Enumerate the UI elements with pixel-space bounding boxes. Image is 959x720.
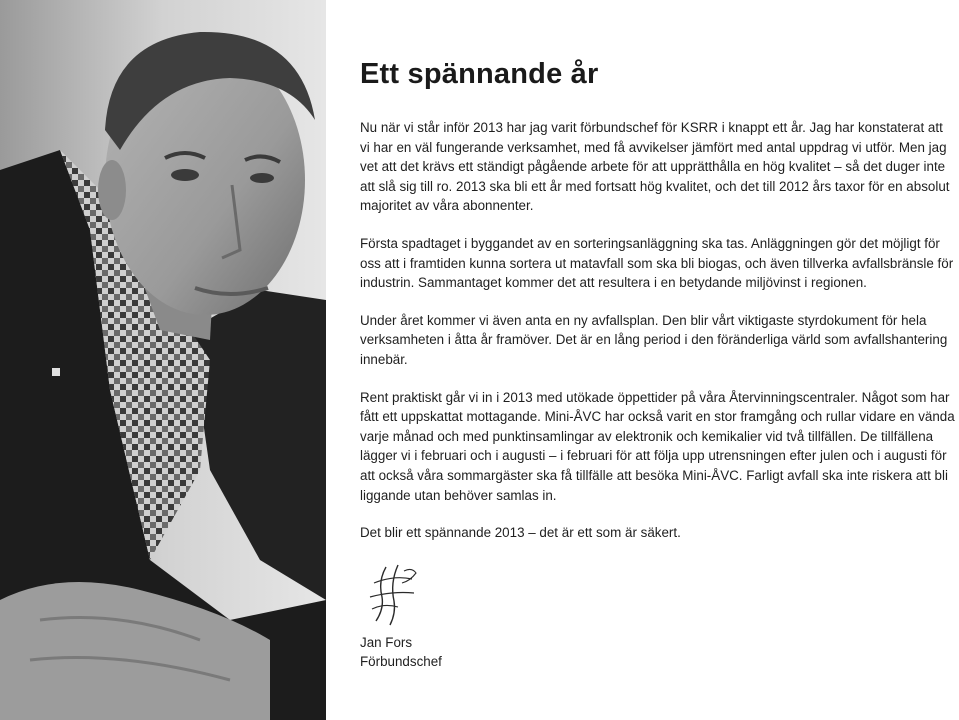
article-title: Ett spännande år xyxy=(360,58,599,90)
handwritten-signature xyxy=(364,561,424,627)
paragraph-sorting-facility: Första spadtaget i byggandet av en sorteringsanläggning ska tas. Anläggningen gör det möjligt för oss att i framtiden kunna sortera ut matavfall som ska bli biogas, och även tillverka avfallsbränsle för industrin. Sammantaget kommer det att resultera i en betydande miljövinst i regionen. xyxy=(360,235,954,291)
portrait-photo xyxy=(0,0,326,720)
signature-name: Jan Fors xyxy=(360,634,413,650)
paragraph-recycling-centers: Rent praktiskt går vi in i 2013 med utökade öppettider på våra Återvinningscentraler. Något som har fått ett uppskattat mottagande. Mini-ÅVC har också varit en stor framgång och rullar vidare en vända varje månad och med punktinsamlingar av elektronik och kemikalier vid två tillfällen. De tillfällena lägger vi i februari och i augusti – i februari för att följa upp utrensningen efter julen och i augusti för att också våra sommargäster ska få tillfälle att besöka Mini-ÅVC. Farligt avfall ska inte riskera att bli liggande utan behöver samlas in. xyxy=(360,389,955,503)
paragraph-waste-plan: Under året kommer vi även anta en ny avfallsplan. Den blir vårt viktigaste styrdokument för hela verksamheten i åtta år framöver. Det är en lång period i den föränderliga värld som avfallshantering innebär. xyxy=(360,312,948,367)
paragraph-closing: Det blir ett spännande 2013 – det är ett som är säkert. xyxy=(360,525,681,541)
portrait-illustration xyxy=(0,0,326,720)
signature-role: Förbundschef xyxy=(360,654,442,670)
article xyxy=(360,56,956,672)
paragraph-intro: Nu när vi står inför 2013 har jag varit förbundschef för KSRR i knappt ett år. Jag har konstaterat att vi har en väl fungerande verksamhet, med få avvikelser jämfört med antal uppdrag vi utför. Men jag vet att det krävs ett ständigt pågående arbete för att upprätthålla en hög kvalitet – så det duger inte att slå sig till ro. 2013 ska bli ett år med fortsatt hög kvalitet, och det till 2012 års taxor för en absolut majoritet av våra abonnenter. xyxy=(360,120,950,214)
